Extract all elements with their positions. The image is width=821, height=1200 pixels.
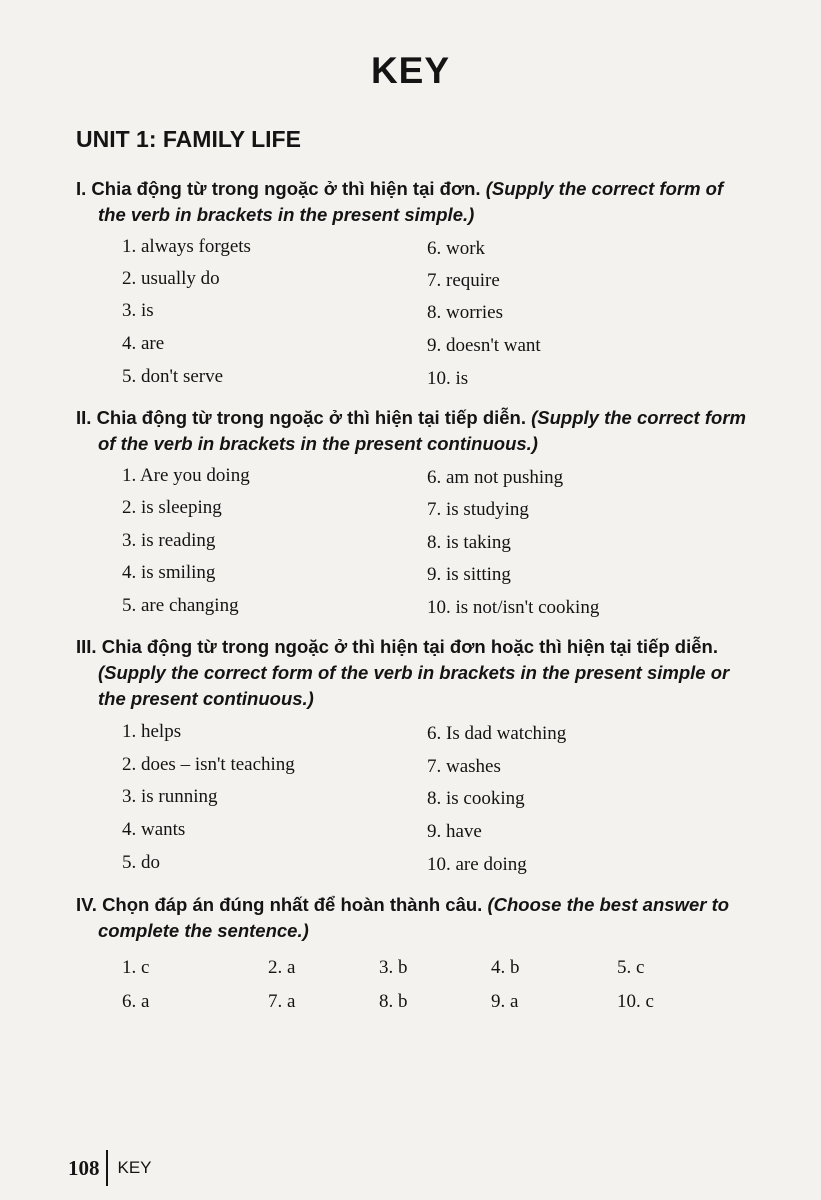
section-1-heading: [76, 176, 821, 228]
answer-item: 5. are changing: [122, 595, 239, 616]
answer-item: 5. don't serve: [122, 366, 224, 387]
section-3-heading: [76, 634, 821, 712]
section-instruction-en-cont: the present continuous.): [98, 688, 314, 709]
page-title: KEY: [370, 50, 451, 91]
answer-item: 5. do: [122, 852, 160, 873]
footer-divider: [106, 1150, 108, 1186]
answer-item: 8. worries: [427, 302, 503, 323]
answer-item: 3. b: [379, 957, 408, 978]
section-instruction-en-cont: complete the sentence.): [98, 920, 309, 941]
section-instruction-en: (Supply the correct form: [531, 407, 746, 428]
section-instruction-vi: Chia động từ trong ngoặc ở thì hiện tại đơn hoặc thì hiện tại tiếp diễn.: [101, 636, 718, 657]
answer-item: 6. work: [427, 238, 486, 259]
section-instruction-en-cont: the verb in brackets in the present simple.): [98, 204, 475, 225]
answer-item: 9. is sitting: [427, 564, 511, 585]
answer-item: 1. c: [122, 957, 150, 978]
answer-item: 4. wants: [122, 819, 186, 840]
answer-item: 2. does – isn't teaching: [122, 754, 295, 775]
answer-item: 7. a: [268, 991, 296, 1012]
section-instruction-vi: Chia động từ trong ngoặc ở thì hiện tại tiếp diễn.: [96, 407, 526, 428]
answer-item: 4. is smiling: [122, 562, 216, 583]
answer-item: 8. is cooking: [427, 788, 525, 809]
section-instruction-en: (Supply the correct form of the verb in brackets in the present simple or: [98, 662, 730, 683]
answer-item: 10. are doing: [427, 854, 527, 875]
answer-item: 4. b: [491, 957, 520, 978]
answer-item: 3. is running: [122, 786, 218, 807]
answer-item: 6. Is dad watching: [427, 723, 567, 744]
answer-item: 3. is: [122, 300, 154, 321]
section-instruction-en-cont: of the verb in brackets in the present continuous.): [98, 433, 538, 454]
footer-label: KEY: [117, 1158, 152, 1177]
page-number: 108: [68, 1155, 100, 1180]
answer-item: 2. a: [268, 957, 296, 978]
answer-item: 9. have: [427, 821, 482, 842]
answer-item: 6. a: [122, 991, 150, 1012]
answer-item: 1. helps: [122, 721, 182, 742]
section-2-heading: [76, 405, 821, 457]
answer-item: 10. is: [427, 368, 469, 389]
page-footer: [68, 1150, 152, 1186]
unit-heading: UNIT 1: FAMILY LIFE: [76, 126, 301, 152]
answer-item: 8. b: [379, 991, 408, 1012]
answer-item: 2. is sleeping: [122, 497, 222, 518]
section-number: III.: [76, 636, 97, 657]
section-instruction-en: (Choose the best answer to: [487, 894, 730, 915]
answer-item: 7. washes: [427, 756, 501, 777]
section-number: I.: [76, 178, 87, 199]
answer-item: 3. is reading: [122, 530, 216, 551]
section-4-heading: [76, 892, 821, 944]
answer-item: 9. a: [491, 991, 519, 1012]
answer-item: 7. require: [427, 270, 500, 291]
answer-item: 2. usually do: [122, 268, 220, 289]
section-number: II.: [76, 407, 92, 428]
section-number: IV.: [76, 894, 97, 915]
answer-item: 9. doesn't want: [427, 335, 541, 356]
answer-item: 6. am not pushing: [427, 467, 564, 488]
section-instruction-vi: Chia động từ trong ngoặc ở thì hiện tại đơn.: [91, 178, 481, 199]
section-instruction-en: (Supply the correct form of: [485, 178, 724, 199]
answer-item: 5. c: [617, 957, 645, 978]
answer-item: 1. Are you doing: [122, 465, 250, 486]
answer-item: 10. c: [617, 991, 654, 1012]
answer-item: 1. always forgets: [122, 236, 251, 257]
answer-item: 10. is not/isn't cooking: [427, 597, 600, 618]
answer-item: 8. is taking: [427, 532, 511, 553]
answer-item: 7. is studying: [427, 499, 529, 520]
answer-item: 4. are: [122, 333, 165, 354]
section-instruction-vi: Chọn đáp án đúng nhất để hoàn thành câu.: [102, 894, 483, 915]
